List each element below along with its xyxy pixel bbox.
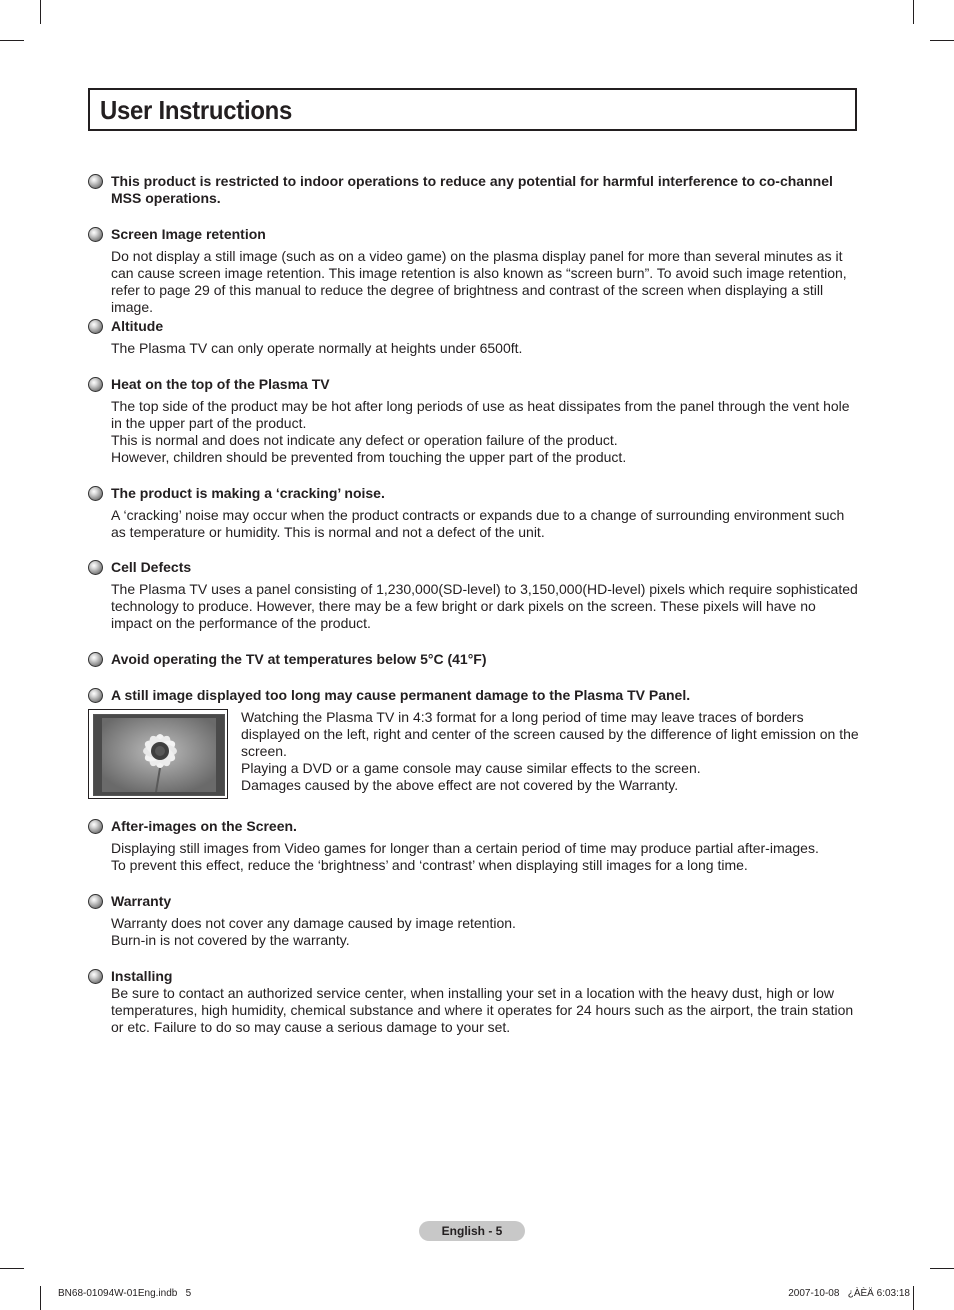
section-paragraph: To prevent this effect, reduce the ‘brightness’ and ‘contrast’ when displaying still images for a long time. — [111, 857, 748, 873]
page-number-badge: English - 5 — [419, 1221, 525, 1241]
flower-image — [94, 715, 224, 795]
section-temperature — [111, 651, 859, 668]
section-heading: Warranty — [111, 893, 172, 909]
bullet-icon — [88, 652, 103, 667]
section-paragraph: Watching the Plasma TV in 4:3 format for a long period of time may leave traces of borders displayed on the left, right and center of the screen caused by the difference of light emission on the screen. — [241, 709, 859, 759]
bullet-icon — [88, 688, 103, 703]
section-cell-defects — [111, 559, 859, 632]
bullet-icon — [88, 819, 103, 834]
section-paragraph: The top side of the product may be hot after long periods of use as heat dissipates from the panel through the vent hole in the upper part of the product. — [111, 398, 850, 431]
section-paragraph: However, children should be prevented from touching the upper part of the product. — [111, 449, 627, 465]
title-box — [88, 88, 857, 131]
section-cracking-noise — [111, 485, 859, 541]
bullet-icon — [88, 377, 103, 392]
crop-mark — [0, 1268, 24, 1269]
tv-illustration — [88, 709, 228, 799]
section-indoor — [111, 173, 859, 207]
section-warranty — [111, 893, 859, 949]
bullet-icon — [88, 560, 103, 575]
crop-mark — [913, 1286, 914, 1310]
section-heading: After-images on the Screen. — [111, 818, 297, 834]
section-altitude — [111, 318, 859, 357]
bullet-icon — [88, 319, 103, 334]
section-heading: Heat on the top of the Plasma TV — [111, 376, 330, 392]
bullet-icon — [88, 969, 103, 984]
section-paragraph: Be sure to contact an authorized service center, when installing your set in a location with the heavy dust, high or low temperatures, high humidity, chemical substance and where it operates for 24 hours such as the airport, the train station or etc. Failure to do so may cause a serious damage to your set. — [111, 985, 854, 1035]
section-paragraph: The Plasma TV uses a panel consisting of 1,230,000(SD-level) to 3,150,000(HD-level) pixels which require sophisticated technology to produce. However, there may be a few bright or dark pixels on the screen. These pixels will have no impact on the performance of the product. — [111, 581, 858, 631]
footer-file-info: BN68-01094W-01Eng.indb 5 — [58, 1288, 192, 1299]
section-screen-image-retention — [111, 226, 859, 316]
section-paragraph: Displaying still images from Video games for longer than a certain period of time may produce partial after-images. — [111, 840, 819, 856]
section-heading: Altitude — [111, 318, 164, 334]
crop-mark — [0, 40, 24, 41]
section-paragraph: Damages caused by the above effect are not covered by the Warranty. — [241, 777, 679, 793]
section-paragraph: Burn-in is not covered by the warranty. — [111, 932, 350, 948]
section-heading: The product is making a ‘cracking’ noise. — [111, 485, 385, 501]
section-heading: A still image displayed too long may cause permanent damage to the Plasma TV Panel. — [111, 687, 691, 703]
section-paragraph: A ‘cracking’ noise may occur when the product contracts or expands due to a change of surrounding environment such as temperature or humidity. This is normal and not a defect of the unit. — [111, 507, 845, 540]
section-paragraph: The Plasma TV can only operate normally at heights under 6500ft. — [111, 340, 523, 356]
page-title: User Instructions — [100, 95, 293, 125]
crop-mark — [913, 0, 914, 24]
crop-mark — [40, 0, 41, 24]
bullet-icon — [88, 486, 103, 501]
tv-screen — [93, 714, 225, 796]
section-after-images — [111, 818, 859, 874]
section-heading: Installing — [111, 968, 173, 984]
crop-mark — [40, 1286, 41, 1310]
section-still-image-body — [241, 709, 859, 794]
section-heading: This product is restricted to indoor operations to reduce any potential for harmful interference to co-channel MSS operations. — [111, 173, 833, 206]
section-paragraph: Playing a DVD or a game console may cause similar effects to the screen. — [241, 760, 701, 776]
section-paragraph: Warranty does not cover any damage caused by image retention. — [111, 915, 516, 931]
section-heading: Screen Image retention — [111, 226, 266, 242]
section-paragraph: Do not display a still image (such as on a video game) on the plasma display panel for more than several minutes as it can cause screen image retention. This image retention is also known as “screen burn”. To avoid such image retention, refer to page 29 of this manual to reduce the degree of brightness and contrast of the screen when displaying a still image. — [111, 248, 847, 315]
footer-timestamp: 2007-10-08 ¿ÀÈÄ 6:03:18 — [788, 1288, 910, 1299]
bullet-icon — [88, 174, 103, 189]
bullet-icon — [88, 894, 103, 909]
section-heat — [111, 376, 859, 466]
section-still-image — [111, 687, 859, 704]
section-paragraph: This is normal and does not indicate any defect or operation failure of the product. — [111, 432, 618, 448]
section-installing — [111, 968, 859, 1036]
crop-mark — [930, 40, 954, 41]
section-heading: Avoid operating the TV at temperatures below 5°C (41°F) — [111, 651, 487, 667]
bullet-icon — [88, 227, 103, 242]
crop-mark — [930, 1268, 954, 1269]
section-heading: Cell Defects — [111, 559, 192, 575]
